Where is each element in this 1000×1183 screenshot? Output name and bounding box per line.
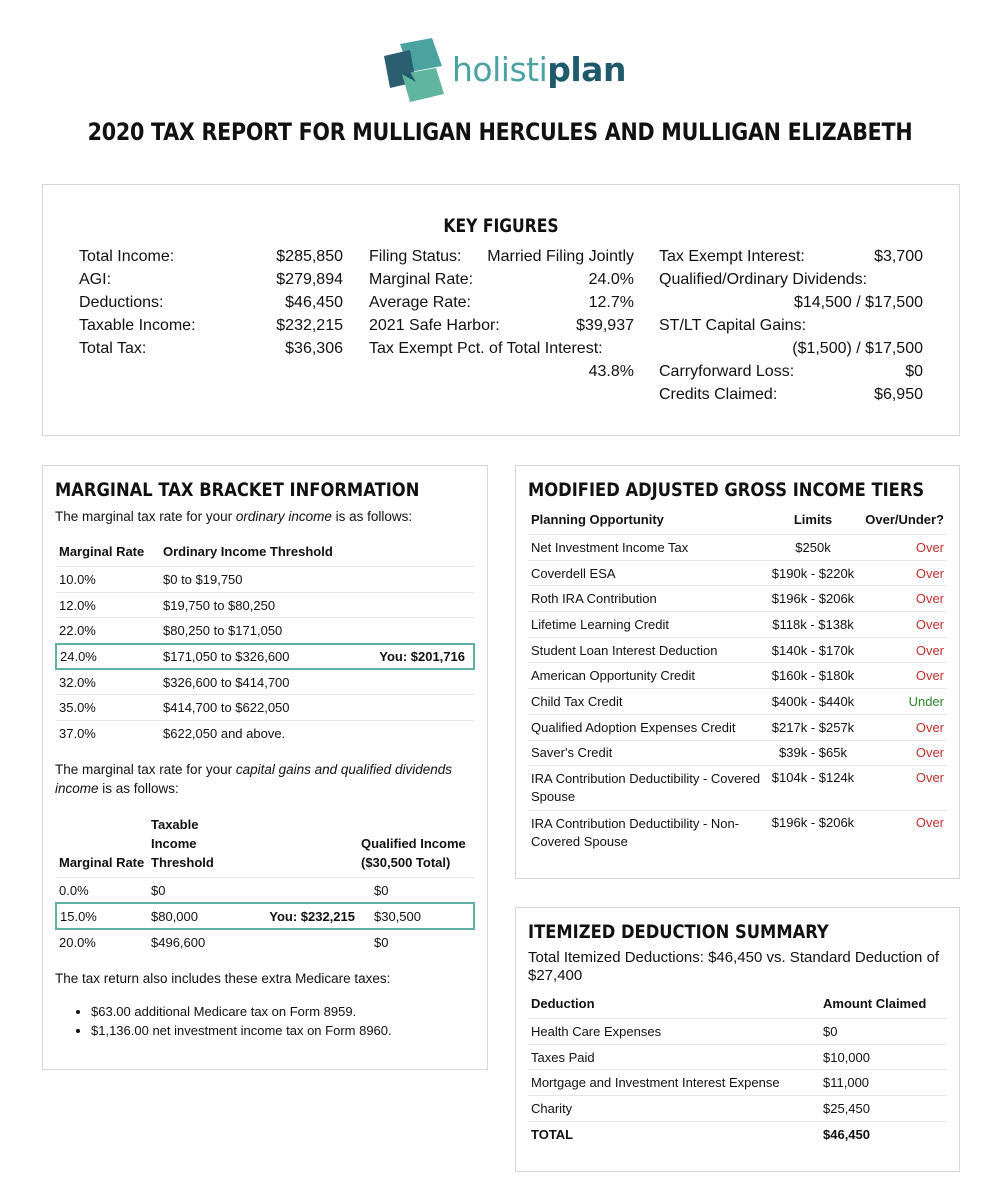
total-row: TOTAL $46,450 xyxy=(528,1121,947,1147)
table-row: Child Tax Credit $400k - $440k Under xyxy=(528,689,947,715)
itemized-deduction-title: ITEMIZED DEDUCTION SUMMARY xyxy=(528,921,829,943)
key-figure-marginal-rate: Marginal Rate: 24.0% xyxy=(369,271,634,288)
table-row: Lifetime Learning Credit $118k - $138k Over xyxy=(528,612,947,638)
magi-tiers-panel xyxy=(515,465,960,879)
table-row: Coverdell ESA $190k - $220k Over xyxy=(528,560,947,586)
capital-gains-intro: The marginal tax rate for your capital gains and qualified dividends income is as follows: xyxy=(55,762,452,796)
itemized-deduction-panel xyxy=(515,907,960,1172)
key-figure-tax-exempt-pct-label: Tax Exempt Pct. of Total Interest: xyxy=(369,340,603,357)
column-header: Marginal Rate xyxy=(59,544,145,559)
table-row: IRA Contribution Deductibility - Non-Covered Spouse $196k - $206k Over xyxy=(528,811,947,856)
ordinary-income-intro: The marginal tax rate for your ordinary income is as follows: xyxy=(55,509,413,524)
medicare-tax-list xyxy=(55,1002,475,1040)
table-row: Qualified Adoption Expenses Credit $217k - $257k Over xyxy=(528,714,947,740)
column-header: Over/Under? xyxy=(865,512,944,527)
holistiplan-wordmark: holistiplan xyxy=(452,49,626,89)
key-figure-taxable-income: Taxable Income: $232,215 xyxy=(79,317,343,334)
column-header: Amount Claimed xyxy=(823,996,927,1011)
column-header: Qualified Income ($30,500 Total) xyxy=(361,836,466,870)
your-income-marker: You: $201,716 xyxy=(340,644,474,670)
column-header: Planning Opportunity xyxy=(531,512,664,527)
key-figure-tax-exempt-interest: Tax Exempt Interest: $3,700 xyxy=(659,248,923,265)
table-row: 0.0% $0 $0 xyxy=(56,878,474,904)
key-figure-average-rate: Average Rate: 12.7% xyxy=(369,294,634,311)
column-header: Limits xyxy=(793,512,833,527)
column-header: Deduction xyxy=(531,996,595,1011)
holistiplan-logo-icon xyxy=(380,38,448,102)
table-row: Roth IRA Contribution $196k - $206k Over xyxy=(528,586,947,612)
key-figures-column-investments xyxy=(659,247,923,408)
table-row: Saver's Credit $39k - $65k Over xyxy=(528,740,947,766)
holistiplan-logo xyxy=(380,38,626,102)
your-income-marker: You: $232,215 xyxy=(252,903,358,929)
key-figure-safe-harbor: 2021 Safe Harbor: $39,937 xyxy=(369,317,634,334)
column-header: Marginal Rate xyxy=(59,855,145,870)
table-row: Mortgage and Investment Interest Expense $11,000 xyxy=(528,1070,947,1096)
key-figures-panel xyxy=(42,184,960,436)
table-row: 32.0% $326,600 to $414,700 xyxy=(59,674,290,690)
table-row: Student Loan Interest Deduction $140k - $170k Over xyxy=(528,637,947,663)
key-figures-column-rates xyxy=(369,247,634,385)
column-header: Ordinary Income Threshold xyxy=(163,544,333,559)
table-row: 10.0% $0 to $19,750 xyxy=(56,567,474,593)
table-row: 22.0% $80,250 to $171,050 xyxy=(56,618,474,644)
table-row: IRA Contribution Deductibility - Covered Spouse $104k - $124k Over xyxy=(528,766,947,811)
ordinary-income-table xyxy=(55,542,475,746)
column-header: Taxable Income Threshold xyxy=(151,817,214,870)
table-row: American Opportunity Credit $160k - $180k Over xyxy=(528,663,947,689)
key-figure-capital-gains: ($1,500) / $17,500 xyxy=(792,340,923,357)
key-figure-credits-claimed: Credits Claimed: $6,950 xyxy=(659,386,923,403)
key-figure-total-income: Total Income: $285,850 xyxy=(79,248,343,265)
key-figure-tax-exempt-pct: 43.8% xyxy=(588,363,634,380)
current-bracket-row: 24.0% $171,050 to $326,600 You: $201,716 xyxy=(56,644,474,670)
current-bracket-row: 15.0% $80,000 You: $232,215 $30,500 xyxy=(56,903,474,929)
table-row: 20.0% $496,600 $0 xyxy=(59,934,389,950)
key-figure-dividends-label: Qualified/Ordinary Dividends: xyxy=(659,271,868,288)
report-title: 2020 TAX REPORT FOR MULLIGAN HERCULES AND MULLIGAN ELIZABETH xyxy=(87,118,913,146)
table-row: Net Investment Income Tax $250k Over xyxy=(528,535,947,561)
list-item: • $63.00 additional Medicare tax on Form 8959. xyxy=(91,1002,475,1021)
list-item: • $1,136.00 net investment income tax on Form 8960. xyxy=(91,1021,475,1040)
key-figure-capital-gains-label: ST/LT Capital Gains: xyxy=(659,317,807,334)
table-row: Charity $25,450 xyxy=(528,1096,947,1122)
marginal-bracket-panel xyxy=(42,465,488,1070)
magi-tiers-title: MODIFIED ADJUSTED GROSS INCOME TIERS xyxy=(528,479,925,501)
table-row: 35.0% $414,700 to $622,050 xyxy=(56,695,474,721)
itemized-deduction-table xyxy=(528,994,947,1147)
key-figure-dividends: $14,500 / $17,500 xyxy=(793,294,923,311)
key-figures-column-income xyxy=(79,247,343,362)
medicare-intro: The tax return also includes these extra Medicare taxes: xyxy=(55,971,391,986)
table-row: 12.0% $19,750 to $80,250 xyxy=(56,592,474,618)
key-figures-title: KEY FIGURES xyxy=(443,215,559,237)
key-figure-total-tax: Total Tax: $36,306 xyxy=(79,340,343,357)
capital-gains-table xyxy=(55,815,475,955)
key-figure-agi: AGI: $279,894 xyxy=(79,271,343,288)
marginal-bracket-title: MARGINAL TAX BRACKET INFORMATION xyxy=(55,479,420,501)
itemized-summary: Total Itemized Deductions: $46,450 vs. Standard Deduction of $27,400 xyxy=(528,949,940,984)
key-figure-filing-status: Filing Status: Married Filing Jointly xyxy=(369,248,634,265)
key-figure-carryforward-loss: Carryforward Loss: $0 xyxy=(659,363,923,380)
table-row: Taxes Paid $10,000 xyxy=(528,1044,947,1070)
table-row: 37.0% $622,050 and above. xyxy=(56,721,474,747)
table-row: Health Care Expenses $0 xyxy=(528,1019,947,1045)
key-figure-deductions: Deductions: $46,450 xyxy=(79,294,343,311)
magi-tiers-table xyxy=(528,510,947,855)
